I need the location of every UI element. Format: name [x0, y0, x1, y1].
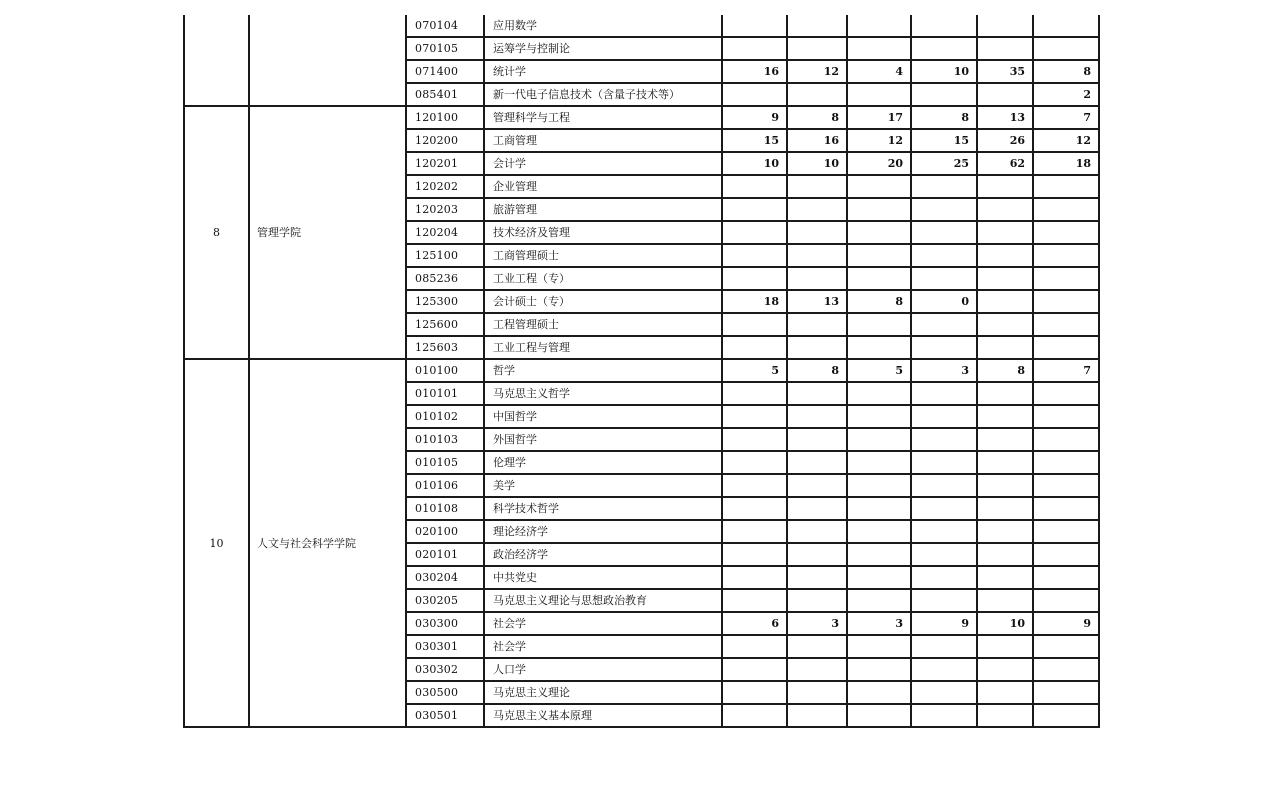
value-cell: [911, 497, 977, 520]
major-name-cell: 社会学: [484, 612, 722, 635]
value-cell: [1033, 382, 1099, 405]
value-cell: [1033, 175, 1099, 198]
value-cell: [911, 37, 977, 60]
major-code-cell: 010105: [406, 451, 484, 474]
value-cell: 7: [1033, 359, 1099, 382]
value-cell: [722, 474, 787, 497]
value-cell: 12: [787, 60, 847, 83]
value-cell: [911, 566, 977, 589]
major-code-cell: 120100: [406, 106, 484, 129]
value-cell: 12: [1033, 129, 1099, 152]
value-cell: [847, 520, 911, 543]
value-cell: [787, 83, 847, 106]
value-cell: [911, 382, 977, 405]
value-cell: [787, 451, 847, 474]
major-name-cell: 马克思主义理论与思想政治教育: [484, 589, 722, 612]
major-name-cell: 工业工程（专）: [484, 267, 722, 290]
major-code-cell: 085236: [406, 267, 484, 290]
value-cell: [722, 382, 787, 405]
value-cell: [787, 244, 847, 267]
value-cell: 8: [787, 106, 847, 129]
value-cell: [911, 198, 977, 221]
value-cell: [1033, 15, 1099, 37]
major-code-cell: 120204: [406, 221, 484, 244]
value-cell: [787, 198, 847, 221]
major-code-cell: 085401: [406, 83, 484, 106]
value-cell: [847, 474, 911, 497]
major-code-cell: 125603: [406, 336, 484, 359]
major-name-cell: 美学: [484, 474, 722, 497]
value-cell: [977, 658, 1033, 681]
major-code-cell: 010101: [406, 382, 484, 405]
value-cell: 6: [722, 612, 787, 635]
major-code-cell: 030204: [406, 566, 484, 589]
value-cell: [847, 428, 911, 451]
value-cell: 12: [847, 129, 911, 152]
major-code-cell: 070104: [406, 15, 484, 37]
value-cell: [847, 313, 911, 336]
value-cell: [1033, 267, 1099, 290]
major-code-cell: 120203: [406, 198, 484, 221]
value-cell: [722, 704, 787, 727]
major-code-cell: 010108: [406, 497, 484, 520]
major-name-cell: 统计学: [484, 60, 722, 83]
value-cell: [787, 267, 847, 290]
major-name-cell: 马克思主义哲学: [484, 382, 722, 405]
value-cell: 0: [911, 290, 977, 313]
value-cell: [1033, 704, 1099, 727]
value-cell: [722, 336, 787, 359]
table-row: [184, 106, 1099, 129]
major-name-cell: 工程管理硕士: [484, 313, 722, 336]
value-cell: 8: [977, 359, 1033, 382]
value-cell: 13: [977, 106, 1033, 129]
value-cell: [722, 635, 787, 658]
table-body: [184, 15, 1099, 727]
value-cell: [787, 658, 847, 681]
value-cell: [1033, 428, 1099, 451]
value-cell: 10: [911, 60, 977, 83]
value-cell: [1033, 635, 1099, 658]
value-cell: 18: [1033, 152, 1099, 175]
value-cell: 3: [911, 359, 977, 382]
value-cell: 8: [787, 359, 847, 382]
value-cell: 10: [787, 152, 847, 175]
major-code-cell: 125100: [406, 244, 484, 267]
value-cell: [847, 543, 911, 566]
college-name-cell: 管理学院: [249, 106, 406, 359]
value-cell: [911, 681, 977, 704]
value-cell: [722, 589, 787, 612]
value-cell: [977, 405, 1033, 428]
value-cell: [911, 520, 977, 543]
value-cell: [977, 83, 1033, 106]
value-cell: [911, 543, 977, 566]
value-cell: [1033, 198, 1099, 221]
value-cell: [911, 15, 977, 37]
value-cell: 2: [1033, 83, 1099, 106]
value-cell: [911, 428, 977, 451]
major-name-cell: 工业工程与管理: [484, 336, 722, 359]
major-code-cell: 030300: [406, 612, 484, 635]
value-cell: [1033, 37, 1099, 60]
value-cell: [847, 635, 911, 658]
value-cell: [847, 175, 911, 198]
value-cell: [911, 658, 977, 681]
value-cell: [977, 497, 1033, 520]
college-name-cell: [249, 15, 406, 106]
value-cell: [911, 175, 977, 198]
value-cell: [977, 589, 1033, 612]
value-cell: [1033, 658, 1099, 681]
value-cell: [847, 244, 911, 267]
value-cell: [977, 244, 1033, 267]
major-name-cell: 运筹学与控制论: [484, 37, 722, 60]
major-name-cell: 伦理学: [484, 451, 722, 474]
table-row: [184, 359, 1099, 382]
value-cell: [911, 589, 977, 612]
value-cell: [787, 635, 847, 658]
major-code-cell: 010106: [406, 474, 484, 497]
value-cell: [787, 543, 847, 566]
major-name-cell: 外国哲学: [484, 428, 722, 451]
value-cell: [847, 681, 911, 704]
value-cell: [722, 221, 787, 244]
value-cell: [977, 313, 1033, 336]
major-name-cell: 理论经济学: [484, 520, 722, 543]
value-cell: [787, 474, 847, 497]
value-cell: [847, 198, 911, 221]
value-cell: [722, 566, 787, 589]
value-cell: [722, 267, 787, 290]
major-code-cell: 030501: [406, 704, 484, 727]
value-cell: [722, 428, 787, 451]
value-cell: [847, 267, 911, 290]
value-cell: [787, 520, 847, 543]
value-cell: [787, 405, 847, 428]
value-cell: 10: [977, 612, 1033, 635]
major-code-cell: 020101: [406, 543, 484, 566]
college-number-cell: [184, 15, 249, 106]
major-name-cell: 科学技术哲学: [484, 497, 722, 520]
value-cell: [911, 221, 977, 244]
value-cell: [722, 543, 787, 566]
major-name-cell: 哲学: [484, 359, 722, 382]
value-cell: [1033, 543, 1099, 566]
major-name-cell: 管理科学与工程: [484, 106, 722, 129]
value-cell: [722, 658, 787, 681]
value-cell: [1033, 221, 1099, 244]
value-cell: [977, 221, 1033, 244]
value-cell: 9: [1033, 612, 1099, 635]
value-cell: [1033, 497, 1099, 520]
major-name-cell: 企业管理: [484, 175, 722, 198]
value-cell: [787, 336, 847, 359]
value-cell: [722, 175, 787, 198]
major-name-cell: 会计学: [484, 152, 722, 175]
major-code-cell: 125300: [406, 290, 484, 313]
value-cell: [787, 221, 847, 244]
value-cell: [722, 198, 787, 221]
value-cell: [847, 336, 911, 359]
major-code-cell: 070105: [406, 37, 484, 60]
value-cell: [722, 405, 787, 428]
major-name-cell: 社会学: [484, 635, 722, 658]
value-cell: [787, 497, 847, 520]
college-number-cell: 8: [184, 106, 249, 359]
value-cell: [847, 382, 911, 405]
value-cell: [722, 83, 787, 106]
value-cell: [977, 175, 1033, 198]
value-cell: [977, 543, 1033, 566]
value-cell: [977, 336, 1033, 359]
major-name-cell: 工商管理硕士: [484, 244, 722, 267]
value-cell: [787, 15, 847, 37]
major-code-cell: 125600: [406, 313, 484, 336]
value-cell: [847, 497, 911, 520]
value-cell: 20: [847, 152, 911, 175]
value-cell: 7: [1033, 106, 1099, 129]
major-code-cell: 030205: [406, 589, 484, 612]
major-name-cell: 工商管理: [484, 129, 722, 152]
major-code-cell: 010102: [406, 405, 484, 428]
value-cell: [977, 267, 1033, 290]
value-cell: [787, 175, 847, 198]
value-cell: 25: [911, 152, 977, 175]
value-cell: [787, 428, 847, 451]
value-cell: [911, 244, 977, 267]
value-cell: [787, 566, 847, 589]
major-name-cell: 马克思主义基本原理: [484, 704, 722, 727]
value-cell: [1033, 451, 1099, 474]
major-name-cell: 政治经济学: [484, 543, 722, 566]
value-cell: [787, 382, 847, 405]
value-cell: 4: [847, 60, 911, 83]
value-cell: [847, 221, 911, 244]
value-cell: 8: [847, 290, 911, 313]
major-name-cell: 中共党史: [484, 566, 722, 589]
value-cell: [911, 83, 977, 106]
value-cell: [1033, 520, 1099, 543]
value-cell: 3: [847, 612, 911, 635]
value-cell: [1033, 405, 1099, 428]
value-cell: [977, 451, 1033, 474]
major-code-cell: 120202: [406, 175, 484, 198]
value-cell: [977, 520, 1033, 543]
value-cell: [911, 635, 977, 658]
major-code-cell: 030301: [406, 635, 484, 658]
value-cell: [722, 497, 787, 520]
value-cell: [722, 37, 787, 60]
value-cell: [722, 15, 787, 37]
major-name-cell: 会计硕士（专）: [484, 290, 722, 313]
major-name-cell: 新一代电子信息技术（含量子技术等）: [484, 83, 722, 106]
value-cell: [847, 451, 911, 474]
value-cell: [911, 704, 977, 727]
value-cell: [1033, 566, 1099, 589]
value-cell: [847, 589, 911, 612]
value-cell: [787, 313, 847, 336]
value-cell: [977, 290, 1033, 313]
value-cell: [847, 566, 911, 589]
value-cell: [847, 658, 911, 681]
value-cell: 5: [847, 359, 911, 382]
value-cell: 18: [722, 290, 787, 313]
value-cell: [722, 313, 787, 336]
value-cell: 35: [977, 60, 1033, 83]
value-cell: [722, 681, 787, 704]
value-cell: [977, 474, 1033, 497]
value-cell: [977, 566, 1033, 589]
major-name-cell: 人口学: [484, 658, 722, 681]
value-cell: [847, 15, 911, 37]
value-cell: [977, 428, 1033, 451]
value-cell: 9: [722, 106, 787, 129]
table-row: [184, 15, 1099, 37]
value-cell: [1033, 244, 1099, 267]
college-name-cell: 人文与社会科学学院: [249, 359, 406, 727]
value-cell: [1033, 474, 1099, 497]
value-cell: [722, 520, 787, 543]
value-cell: 8: [1033, 60, 1099, 83]
value-cell: [1033, 290, 1099, 313]
value-cell: [722, 244, 787, 267]
major-name-cell: 技术经济及管理: [484, 221, 722, 244]
college-number-cell: 10: [184, 359, 249, 727]
value-cell: 8: [911, 106, 977, 129]
value-cell: [787, 589, 847, 612]
value-cell: [1033, 336, 1099, 359]
value-cell: [911, 474, 977, 497]
major-code-cell: 120200: [406, 129, 484, 152]
value-cell: [977, 704, 1033, 727]
value-cell: 26: [977, 129, 1033, 152]
value-cell: 16: [787, 129, 847, 152]
value-cell: [1033, 589, 1099, 612]
major-code-cell: 030302: [406, 658, 484, 681]
value-cell: [787, 681, 847, 704]
value-cell: 5: [722, 359, 787, 382]
enrollment-table: [183, 15, 1100, 728]
major-name-cell: 旅游管理: [484, 198, 722, 221]
value-cell: [787, 704, 847, 727]
value-cell: [911, 267, 977, 290]
value-cell: 16: [722, 60, 787, 83]
value-cell: 62: [977, 152, 1033, 175]
value-cell: [977, 635, 1033, 658]
value-cell: [977, 382, 1033, 405]
value-cell: [847, 405, 911, 428]
major-code-cell: 071400: [406, 60, 484, 83]
major-name-cell: 中国哲学: [484, 405, 722, 428]
value-cell: 13: [787, 290, 847, 313]
value-cell: [847, 704, 911, 727]
major-name-cell: 马克思主义理论: [484, 681, 722, 704]
value-cell: [722, 451, 787, 474]
value-cell: 15: [722, 129, 787, 152]
value-cell: [911, 405, 977, 428]
value-cell: 9: [911, 612, 977, 635]
value-cell: 10: [722, 152, 787, 175]
value-cell: [787, 37, 847, 60]
value-cell: [911, 451, 977, 474]
major-code-cell: 120201: [406, 152, 484, 175]
value-cell: [1033, 681, 1099, 704]
value-cell: [977, 15, 1033, 37]
value-cell: [977, 198, 1033, 221]
major-code-cell: 010103: [406, 428, 484, 451]
value-cell: 3: [787, 612, 847, 635]
major-code-cell: 010100: [406, 359, 484, 382]
value-cell: [911, 336, 977, 359]
major-code-cell: 020100: [406, 520, 484, 543]
value-cell: [847, 37, 911, 60]
value-cell: [847, 83, 911, 106]
value-cell: [977, 681, 1033, 704]
major-code-cell: 030500: [406, 681, 484, 704]
value-cell: [911, 313, 977, 336]
value-cell: 15: [911, 129, 977, 152]
value-cell: 17: [847, 106, 911, 129]
value-cell: [1033, 313, 1099, 336]
major-name-cell: 应用数学: [484, 15, 722, 37]
value-cell: [977, 37, 1033, 60]
